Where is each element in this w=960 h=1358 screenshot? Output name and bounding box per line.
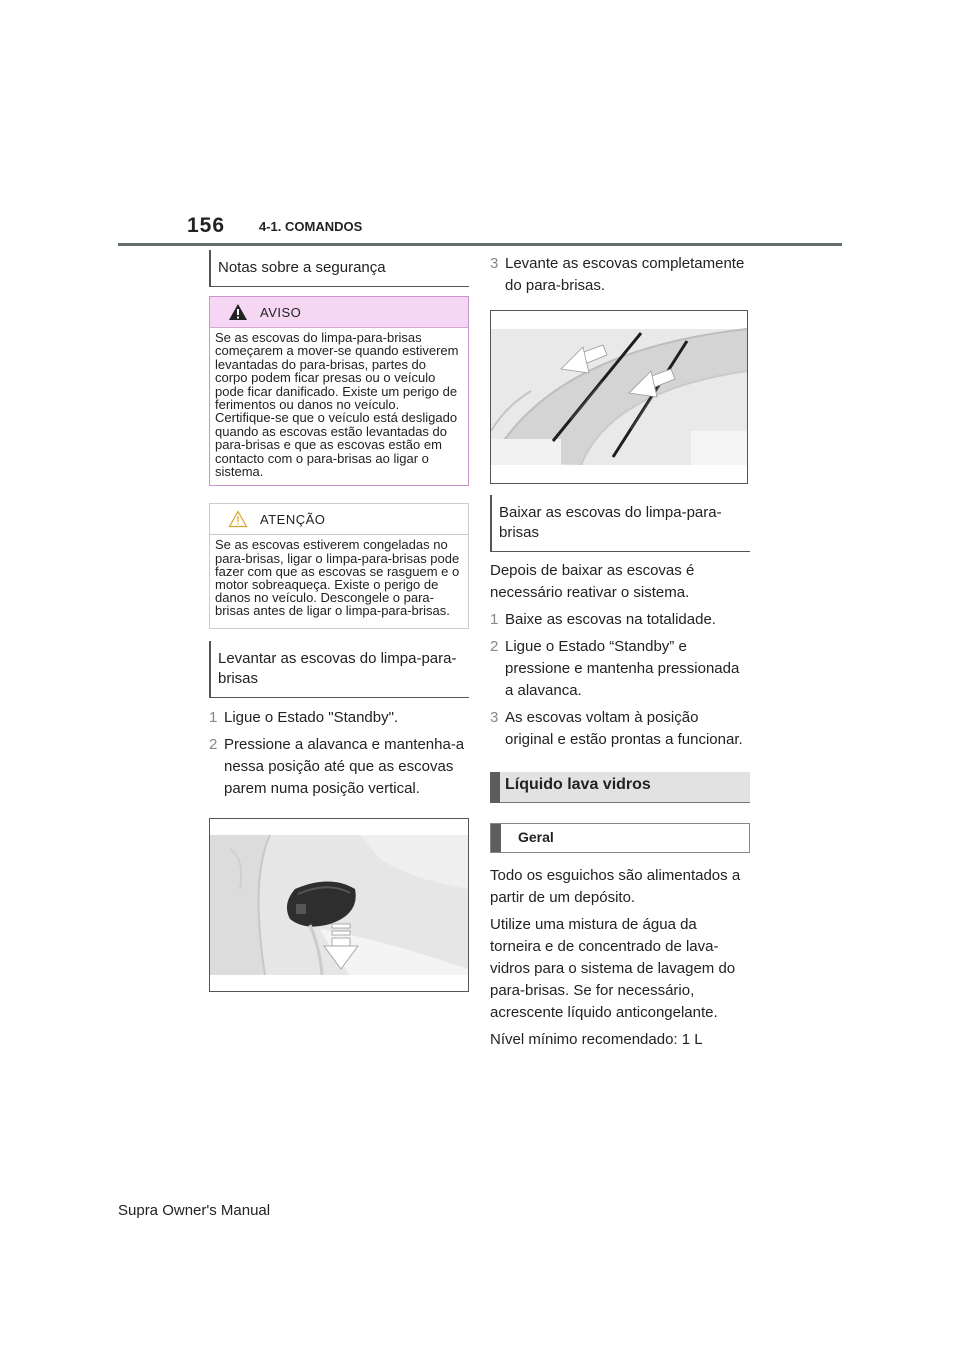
general-heading-box — [490, 823, 750, 853]
caution-box — [209, 503, 469, 628]
step-number: 2 — [209, 735, 218, 753]
topic-heading-box — [490, 772, 750, 803]
step-number: 3 — [490, 709, 499, 726]
raise-steps-list — [209, 707, 469, 800]
step-text: Baixe as escovas na totalidade. — [505, 611, 716, 628]
step-text: Ligue o Estado “Standby” e pressione e mantenha pressionada a alavanca. — [505, 638, 740, 699]
list-item — [490, 707, 750, 751]
safety-notes-heading: Notas sobre a segurança — [209, 250, 469, 287]
step-number: 1 — [209, 708, 218, 726]
caution-text: Se as escovas estiverem congeladas no para-brisas, ligar o limpa-para-brisas pode fazer com que as escovas se rasguem e o motor sobreaqueça. Existe o perigo de danos no veículo. Descongele o para-brisas antes de ligar o limpa-para-brisas. — [215, 537, 460, 619]
lower-wipers-heading: Baixar as escovas do limpa-para-brisas — [490, 495, 750, 552]
caution-triangle-icon — [228, 510, 248, 533]
paragraph: Utilize uma mistura de água da torneira e de concentrado de lava-vidros para o sistema de lavagem do para-brisas. Se for necessário, acrescente líquido anticongelante. — [490, 916, 736, 1021]
step-text: Ligue o Estado "Standby". — [224, 708, 399, 726]
left-column — [209, 250, 469, 992]
paragraph: Nível mínimo recomendado: 1 L — [490, 1031, 703, 1048]
step-text: As escovas voltam à posição original e estão prontas a funcionar. — [505, 709, 743, 748]
wiper-raised-illustration — [490, 310, 748, 484]
list-item — [490, 253, 750, 297]
general-title: Geral — [518, 829, 554, 845]
page-number: 156 — [187, 214, 226, 237]
step-number: 1 — [490, 611, 499, 628]
list-item — [209, 707, 469, 729]
caution-title: ATENÇÃO — [260, 512, 326, 528]
step-number: 3 — [490, 255, 499, 272]
lever-illustration — [209, 818, 469, 992]
footer-manual-title: Supra Owner's Manual — [118, 1202, 271, 1219]
warning-text: Se as escovas do limpa-para-brisas começarem a mover-se quando estiverem levantadas do para-brisas, partes do corpo podem ficar presas ou o veículo pode ficar danificado. Existe um perigo de ferimentos ou danos no veículo. Certifique-se que o veículo está desligado quando as escovas estão levantadas do para-brisas e que as escovas estão em contacto com o para-brisas ao ligar o sistema. — [215, 330, 459, 480]
list-item — [490, 636, 750, 702]
general-bar — [491, 824, 501, 852]
list-item — [490, 609, 750, 631]
lower-steps-list — [490, 609, 750, 751]
warning-header — [210, 297, 468, 328]
paragraph: Todo os esguichos são alimentados a partir de um depósito. — [490, 867, 741, 906]
list-item — [209, 734, 469, 800]
caution-header — [210, 504, 468, 535]
warning-box — [209, 296, 469, 486]
right-column — [490, 250, 750, 1056]
step-number: 2 — [490, 638, 499, 655]
warning-title: AVISO — [260, 305, 302, 320]
section-title: 4-1. COMANDOS — [259, 219, 363, 234]
header-rule — [118, 243, 842, 246]
topic-bar — [490, 772, 500, 803]
warning-triangle-icon — [228, 303, 248, 326]
topic-title: Líquido lava vidros — [505, 776, 651, 793]
step-text: Pressione a alavanca e mantenha-a nessa posição até que as escovas parem numa posição vertical. — [224, 735, 465, 797]
lower-intro-text: Depois de baixar as escovas é necessário reativar o sistema. — [490, 562, 695, 601]
step-text: Levante as escovas completamente do para-brisas. — [505, 255, 745, 294]
raise-wipers-heading: Levantar as escovas do limpa-para-brisas — [209, 641, 469, 698]
